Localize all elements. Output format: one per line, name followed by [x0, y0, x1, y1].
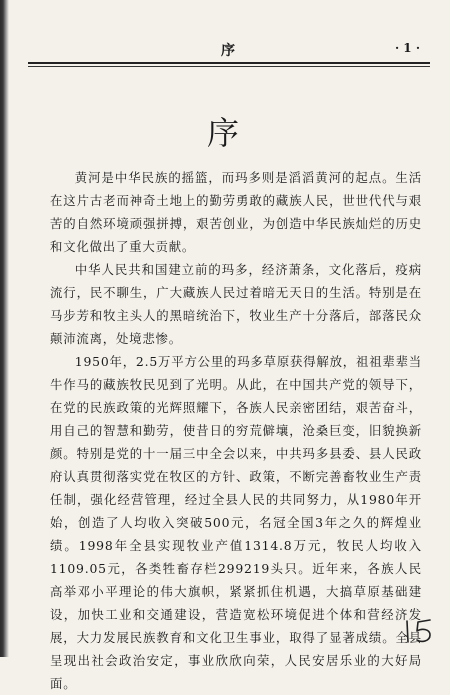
handwritten-page-mark [402, 617, 438, 645]
page-number: · 1 · [394, 41, 420, 55]
header-rule-thick [28, 62, 430, 64]
body-text [50, 166, 422, 695]
running-header [28, 32, 430, 64]
header-rule-thin [28, 66, 430, 67]
running-header-title: 序 [221, 43, 237, 59]
paragraph-3: 1950年，2.5万平方公里的玛多草原获得解放，祖祖辈辈当牛作马的藏族牧民见到了光明。从此，在中国共产党的领导下，在党的民族政策的光辉照耀下，各族人民亲密团结，艰苦奋斗，用自己的智慧和勤劳，使昔日的穷荒僻壤，沧桑巨变，旧貌换新颜。特别是党的十一届三中全会以来，中共玛多县委、县人民政府认真贯彻落实党在牧区的方针、政策，不断完善畜牧业生产责任制，强化经营管理，经过全县人民的共同努力，从1980年开始，创造了人均收入突破500元，名冠全国3年之久的辉煌业绩。1998年全县实现牧业产值1314.8万元，牧民人均收入1109.05元，各类牲畜存栏299219头只。近年来，各族人民高举邓小平理论的伟大旗帜，紧紧抓住机遇，大搞草原基础建设，加快工业和交通建设，营造宽松环境促进个体和营经济发展，大力发展民族教育和文化卫生事业，取得了显著成绩。全县呈现出社会政治安定，事业欣欣向荣，人民安居乐业的大好局面。 [50, 354, 422, 691]
paragraph-2: 中华人民共和国建立前的玛多，经济萧条，文化落后，疫病流行，民不聊生，广大藏族人民过着暗无天日的生活。特别是在马步芳和牧主头人的黑暗统治下，牧业生产十分落后，部落民众颠沛流离，处境悲惨。 [50, 262, 422, 346]
page-title: 序 [206, 114, 243, 152]
scan-binding-edge [0, 0, 9, 657]
paragraph-1: 黄河是中华民族的摇篮，而玛多则是滔滔黄河的起点。生活在这片古老而神奇土地上的勤劳勇敢的藏族人民，世世代代与艰苦的自然环境顽强拼搏，艰苦创业，为创造中华民族灿烂的历史和文化做出了重大贡献。 [50, 170, 422, 254]
